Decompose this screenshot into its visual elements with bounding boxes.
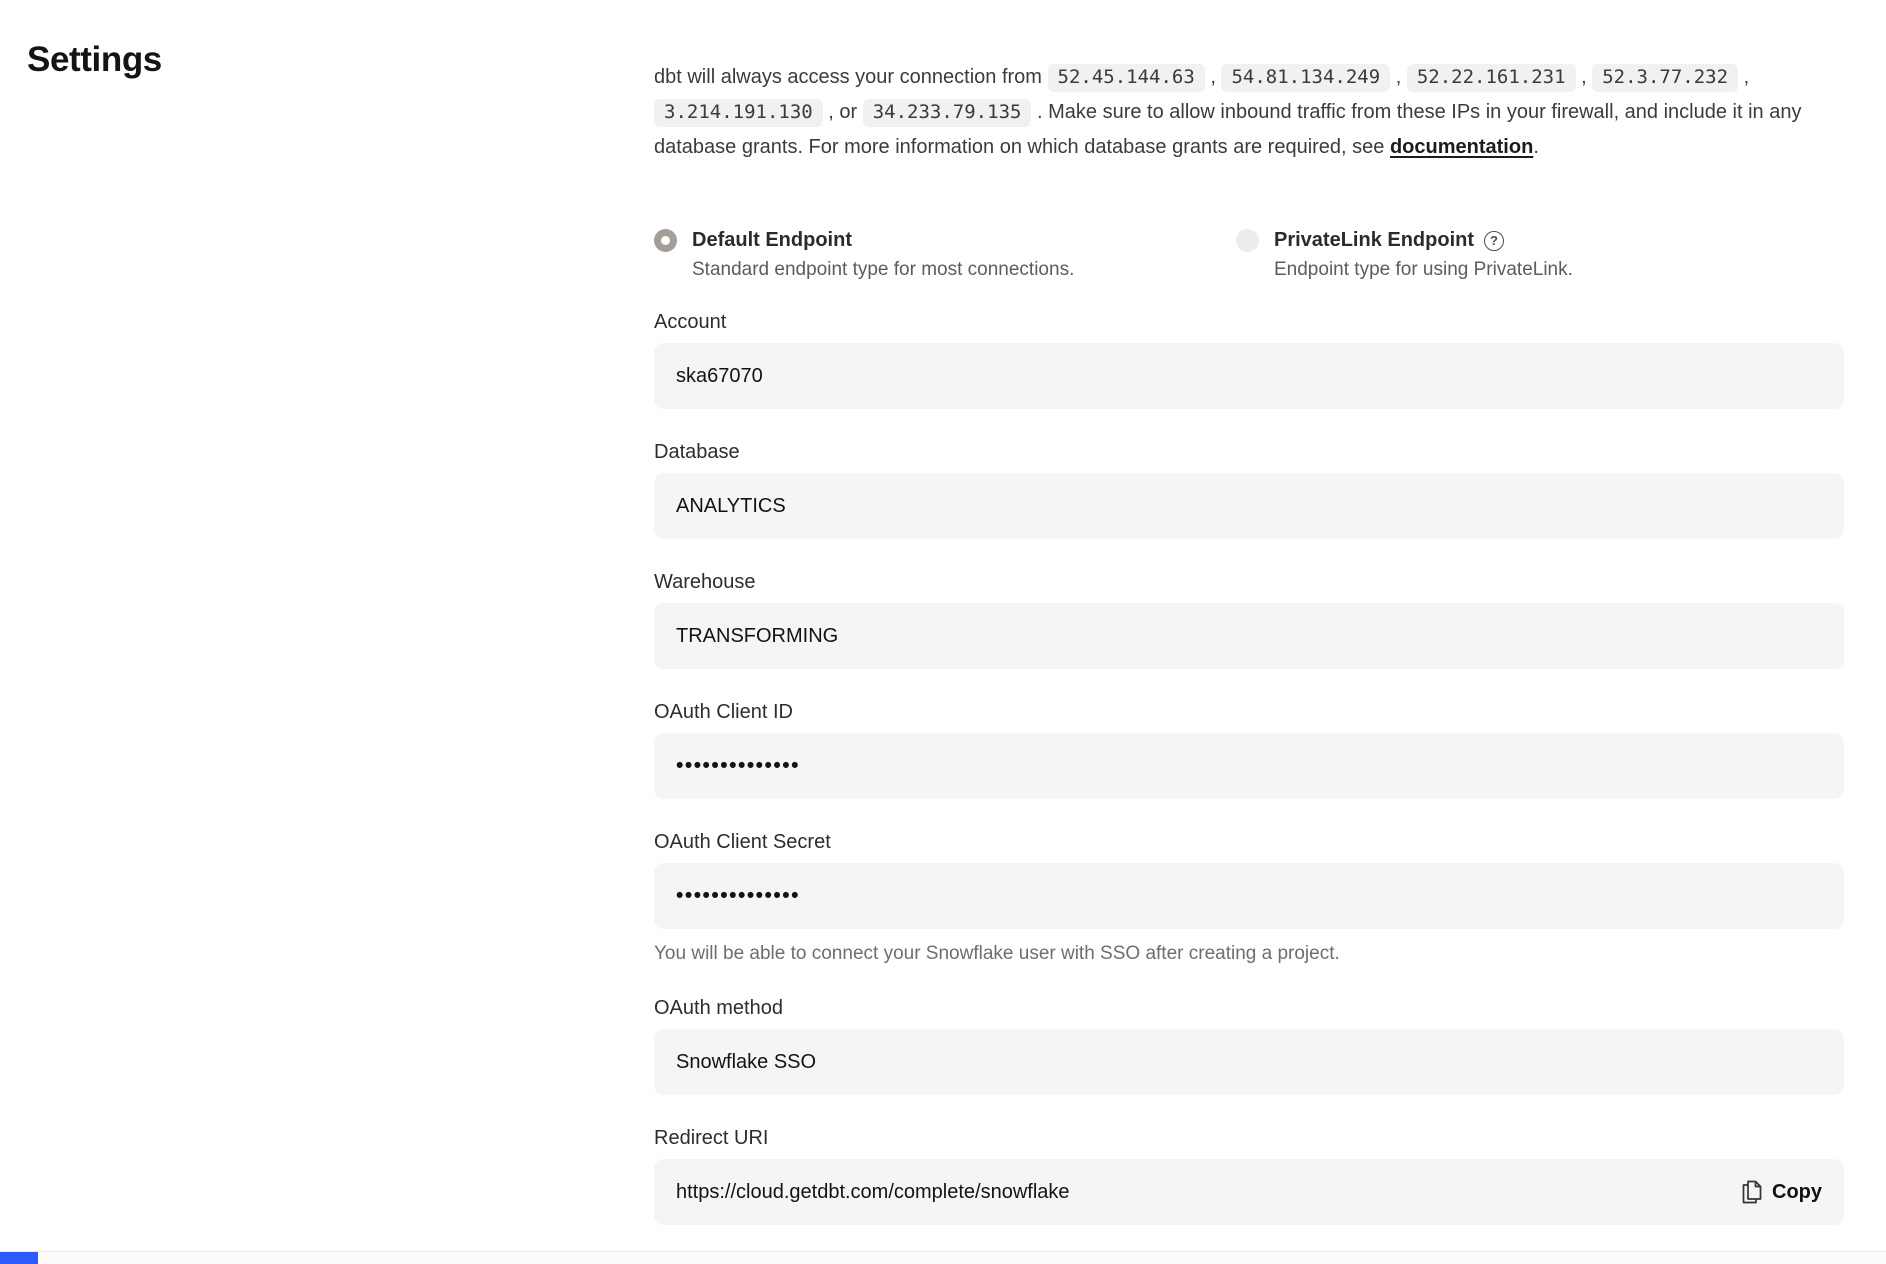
oauth-client-secret-field-group [654,831,1844,965]
oauth-method-value: Snowflake SSO [676,1050,817,1073]
default-endpoint-radio[interactable] [654,229,677,252]
oauth-client-id-label: OAuth Client ID [654,701,793,723]
warehouse-field-group [654,571,1844,669]
copy-icon [1742,1180,1762,1204]
account-label: Account [654,311,727,333]
database-label: Database [654,441,740,463]
account-field-group [654,311,1844,409]
privatelink-endpoint-description: Endpoint type for using PrivateLink. [1274,259,1573,280]
privatelink-endpoint-radio[interactable] [1236,229,1259,252]
database-value: ANALYTICS [676,494,786,517]
oauth-client-id-masked-value: •••••••••••••• [676,754,800,777]
ip-allowlist-notice: dbt will always access your connection from 52.45.144.63 , 54.81.134.249 , 52.22.161.231 , 52.3.77.232 , 3.214.191.130 , or 34.233.79.135 . Make sure to allow inbound traffic from these IPs in your firewall, and include it in any database grants. For more information on which database grants are required, see documentation. [654,66,1802,158]
documentation-link[interactable]: documentation [1389,136,1534,158]
sso-helper-text: You will be able to connect your Snowflake user with SSO after creating a project. [654,943,1340,964]
ip-address-chip: 52.3.77.232 [1592,64,1738,92]
endpoint-type-radio-group [654,229,1844,281]
horizontal-scrollbar[interactable] [0,1251,1886,1264]
oauth-client-id-input[interactable] [654,733,1844,799]
oauth-client-secret-input[interactable] [654,863,1844,929]
oauth-method-input[interactable] [654,1029,1844,1095]
warehouse-value: TRANSFORMING [676,624,839,647]
ip-address-chip: 52.22.161.231 [1407,64,1576,92]
endpoint-option-privatelink[interactable] [1236,229,1818,281]
warehouse-label: Warehouse [654,571,756,593]
oauth-method-label: OAuth method [654,997,783,1019]
page-title: Settings [27,40,162,79]
redirect-uri-value: https://cloud.getdbt.com/complete/snowflake [676,1180,1070,1203]
ip-address-chip: 52.45.144.63 [1048,64,1205,92]
copy-button-label: Copy [1772,1180,1822,1203]
ip-address-chip: 3.214.191.130 [654,99,823,127]
left-column [0,40,654,1225]
default-endpoint-label: Default Endpoint [692,229,852,251]
oauth-method-field-group [654,997,1844,1095]
oauth-client-secret-label: OAuth Client Secret [654,831,831,853]
oauth-client-id-field-group [654,701,1844,799]
redirect-uri-label: Redirect URI [654,1127,769,1149]
warehouse-input[interactable] [654,603,1844,669]
connection-form [654,40,1866,1225]
redirect-uri-field-group [654,1127,1844,1225]
oauth-client-secret-masked-value: •••••••••••••• [676,884,800,907]
endpoint-option-privatelink-head [1236,229,1818,252]
database-input[interactable] [654,473,1844,539]
ip-address-chip: 54.81.134.249 [1221,64,1390,92]
scrollbar-thumb[interactable] [0,1252,38,1264]
ip-address-chip: 34.233.79.135 [863,99,1032,127]
account-input[interactable] [654,343,1844,409]
copy-button[interactable] [1742,1180,1822,1204]
endpoint-option-default-head [654,229,1236,252]
redirect-uri-input[interactable] [654,1159,1844,1225]
privatelink-endpoint-label: PrivateLink Endpoint [1274,229,1475,251]
account-value: ska67070 [676,364,763,387]
default-endpoint-description: Standard endpoint type for most connections. [692,259,1075,280]
endpoint-option-default[interactable] [654,229,1236,281]
help-circle-icon[interactable]: ? [1484,231,1504,251]
database-field-group [654,441,1844,539]
